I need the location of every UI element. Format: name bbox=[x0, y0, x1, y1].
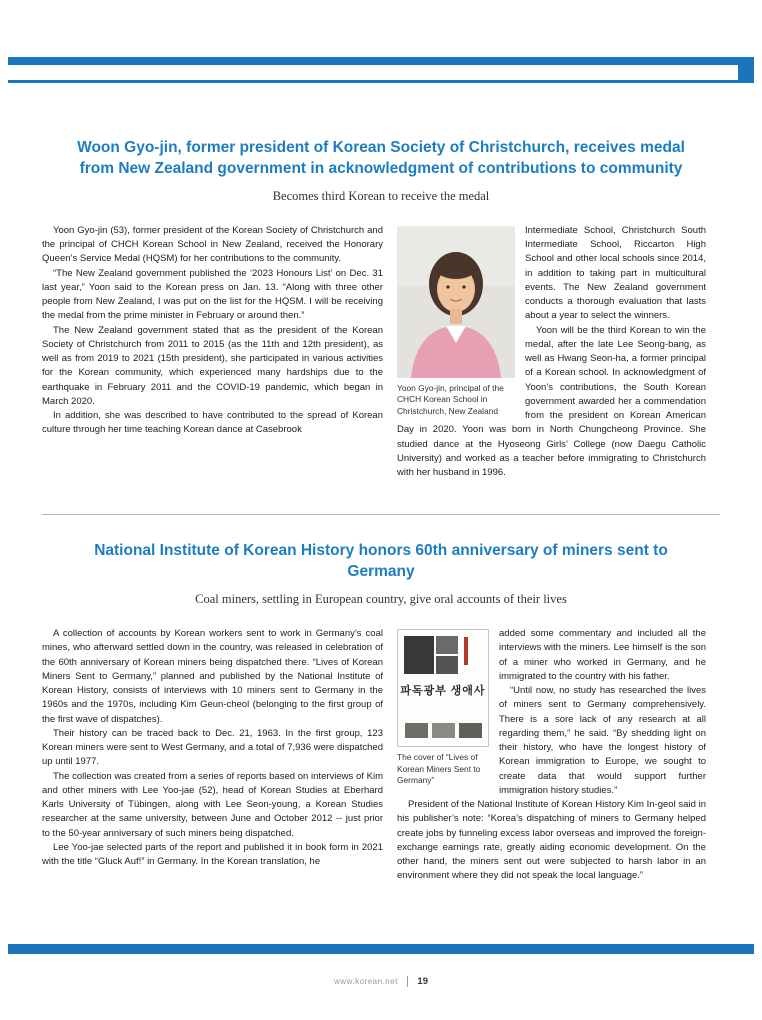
article-miners bbox=[42, 541, 720, 883]
book-cover-figure bbox=[397, 629, 489, 786]
cover-photo-strip bbox=[405, 723, 428, 738]
body-paragraph: added some commentary and included all the interviews with the miners. Lee himself is the son of a miner who worked in Germany, and he immigrated to the country with his father. bbox=[499, 628, 706, 682]
body-paragraph: Yoon will be the third Korean to win the medal, after the late Lee Seong-bang, as well as Hwang Seon-ha, a former principal of a Korean school. In acknowledgment of Yoon’s contributions, the South Korean government awarded her a commendation from the president on Korean American Day in 2020. Yoon was born in North Chungcheong Province. She studied dance at the Hyoseong Girls’ College (now Daegu Catholic University) and worked as a teacher before immigrating to Christchurch with her husband in 1996. bbox=[397, 324, 706, 479]
section-divider bbox=[42, 514, 720, 515]
body-paragraph: Yoon Gyo-jin (53), former president of the Korean Society of Christchurch and the principal of CHCH Korean School in New Zealand, received the Honorary Queen’s Service Medal (HQSM) for her contributions to the community. bbox=[42, 224, 383, 265]
portrait-figure bbox=[397, 226, 515, 417]
article2-subtitle: Coal miners, settling in European country, give oral accounts of their lives bbox=[195, 592, 567, 607]
body-paragraph: A collection of accounts by Korean workers sent to work in Germany’s coal mines, who afterward settled down in the country, was released in celebration of the 60th anniversary of Korean miners being dispatched there. “Lives of Korean Miners Sent to Germany,” planned and published by the National Institute of Korean History, consists of interviews with 10 miners sent to Germany in the 1960s and the 1970s, including Kim Geun-cheol (belonging to the first group of the first wave of dispatches). bbox=[42, 628, 383, 725]
article1-left-column bbox=[42, 224, 383, 481]
article2-right-column bbox=[397, 627, 706, 884]
footer-divider bbox=[407, 976, 409, 987]
cover-photo-montage bbox=[436, 636, 458, 654]
photo-caption: Yoon Gyo-jin, principal of the CHCH Korean School in Christchurch, New Zealand bbox=[397, 382, 504, 416]
cover-photo-montage bbox=[436, 656, 458, 674]
article2-columns bbox=[42, 627, 720, 884]
body-paragraph: President of the National Institute of Korean History Kim In-geol said in his publisher’s note: “Korea’s dispatching of miners to Germany helped create jobs by funneling excess labor overseas and improved the foreign-exchange earnings rate, greatly aiding economic development. On the other hand, the miners sent out were subjected to harsh labor in an environment where they did not speak the local language.” bbox=[397, 799, 706, 882]
body-paragraph: “Until now, no study has researched the lives of miners sent to Germany comprehensively. There is a sore lack of any research at all regarding them,” he said. “By shedding light on their history, who have the longest history of Korean immigration to Europe, we sought to create data that would support further immigration history studies.” bbox=[499, 685, 706, 796]
book-cover-caption: The cover of “Lives of Korean Miners Sent to Germany” bbox=[397, 752, 481, 785]
cover-photo-montage bbox=[404, 636, 434, 674]
cover-red-accent bbox=[464, 637, 468, 665]
page-number: 19 bbox=[417, 976, 428, 987]
article1-right-column bbox=[397, 224, 706, 481]
cover-photo-strip bbox=[459, 723, 482, 738]
body-paragraph: Lee Yoo-jae selected parts of the report and published it in book form in 2021 with the title “Gluck Auf!” in Germany. In the Korean translation, he bbox=[42, 841, 383, 868]
article1-columns bbox=[42, 224, 720, 481]
body-paragraph: Their history can be traced back to Dec. 21, 1963. In the first group, 123 Korean miners were sent to West Germany, and a total of 7,936 were dispatched up until 1977. bbox=[42, 727, 383, 768]
article2-headline: National Institute of Korean History honors 60th anniversary of miners sent to Germany bbox=[94, 542, 668, 581]
book-cover-image bbox=[397, 629, 489, 747]
page-footer bbox=[0, 976, 762, 987]
body-paragraph: The New Zealand government stated that as the president of the Korean Society of Christchurch from 2011 to 2015 (as the 11th and 12th president), as well as from 2019 to 2021 (15th president), she participated in various activities for the Korean community, which experienced many hardships due to the earthquake in February 2011 and the COVID-19 pandemic, which began in March 2020. bbox=[42, 324, 383, 407]
bottom-decorative-band bbox=[8, 944, 754, 954]
body-paragraph: Intermediate School, Christchurch South Intermediate School, Riccarton High School and other local schools since 2014, in addition to taking part in multicultural events. The New Zealand government conducts a thorough evaluation that lasts about a year to select the winners. bbox=[525, 224, 706, 322]
portrait-photo bbox=[397, 226, 515, 378]
article1-subtitle: Becomes third Korean to receive the medal bbox=[272, 188, 490, 203]
site-url: www.korean.net bbox=[334, 977, 398, 986]
article2-left-column bbox=[42, 627, 383, 884]
cover-photo-strip bbox=[432, 723, 455, 738]
body-paragraph: The collection was created from a series of reports based on interviews of Kim and other miners with Lee Yoo-jae (52), head of Korean Studies at Eberhard Karls University of Tübingen, along with Lee Seon-young, a Korean Studies researcher at the same university, between June and October 2012 -- just prior to the 50-year anniversary of such miners being dispatched. bbox=[42, 770, 383, 839]
article1-headline: Woon Gyo-jin, former president of Korean Society of Christchurch, receives medal from New Zealand government in acknowledgment of contributions to community bbox=[77, 139, 685, 177]
cover-title-korean: 파독광부 생애사 bbox=[400, 685, 486, 698]
body-paragraph: In addition, she was described to have contributed to the spread of Korean culture through her time teaching Korean dance at Casebrook bbox=[42, 410, 383, 436]
body-paragraph: “The New Zealand government published the ‘2023 Honours List’ on Dec. 31 last year,” Yoon said to the Korean press on Jan. 13. “Along with three other people from New Zealand, I was put on the list for the HQSM. I will be receiving the medal from the prime minister in February or around then.” bbox=[42, 267, 383, 322]
article-medal bbox=[42, 138, 720, 480]
top-decorative-band bbox=[8, 57, 754, 83]
